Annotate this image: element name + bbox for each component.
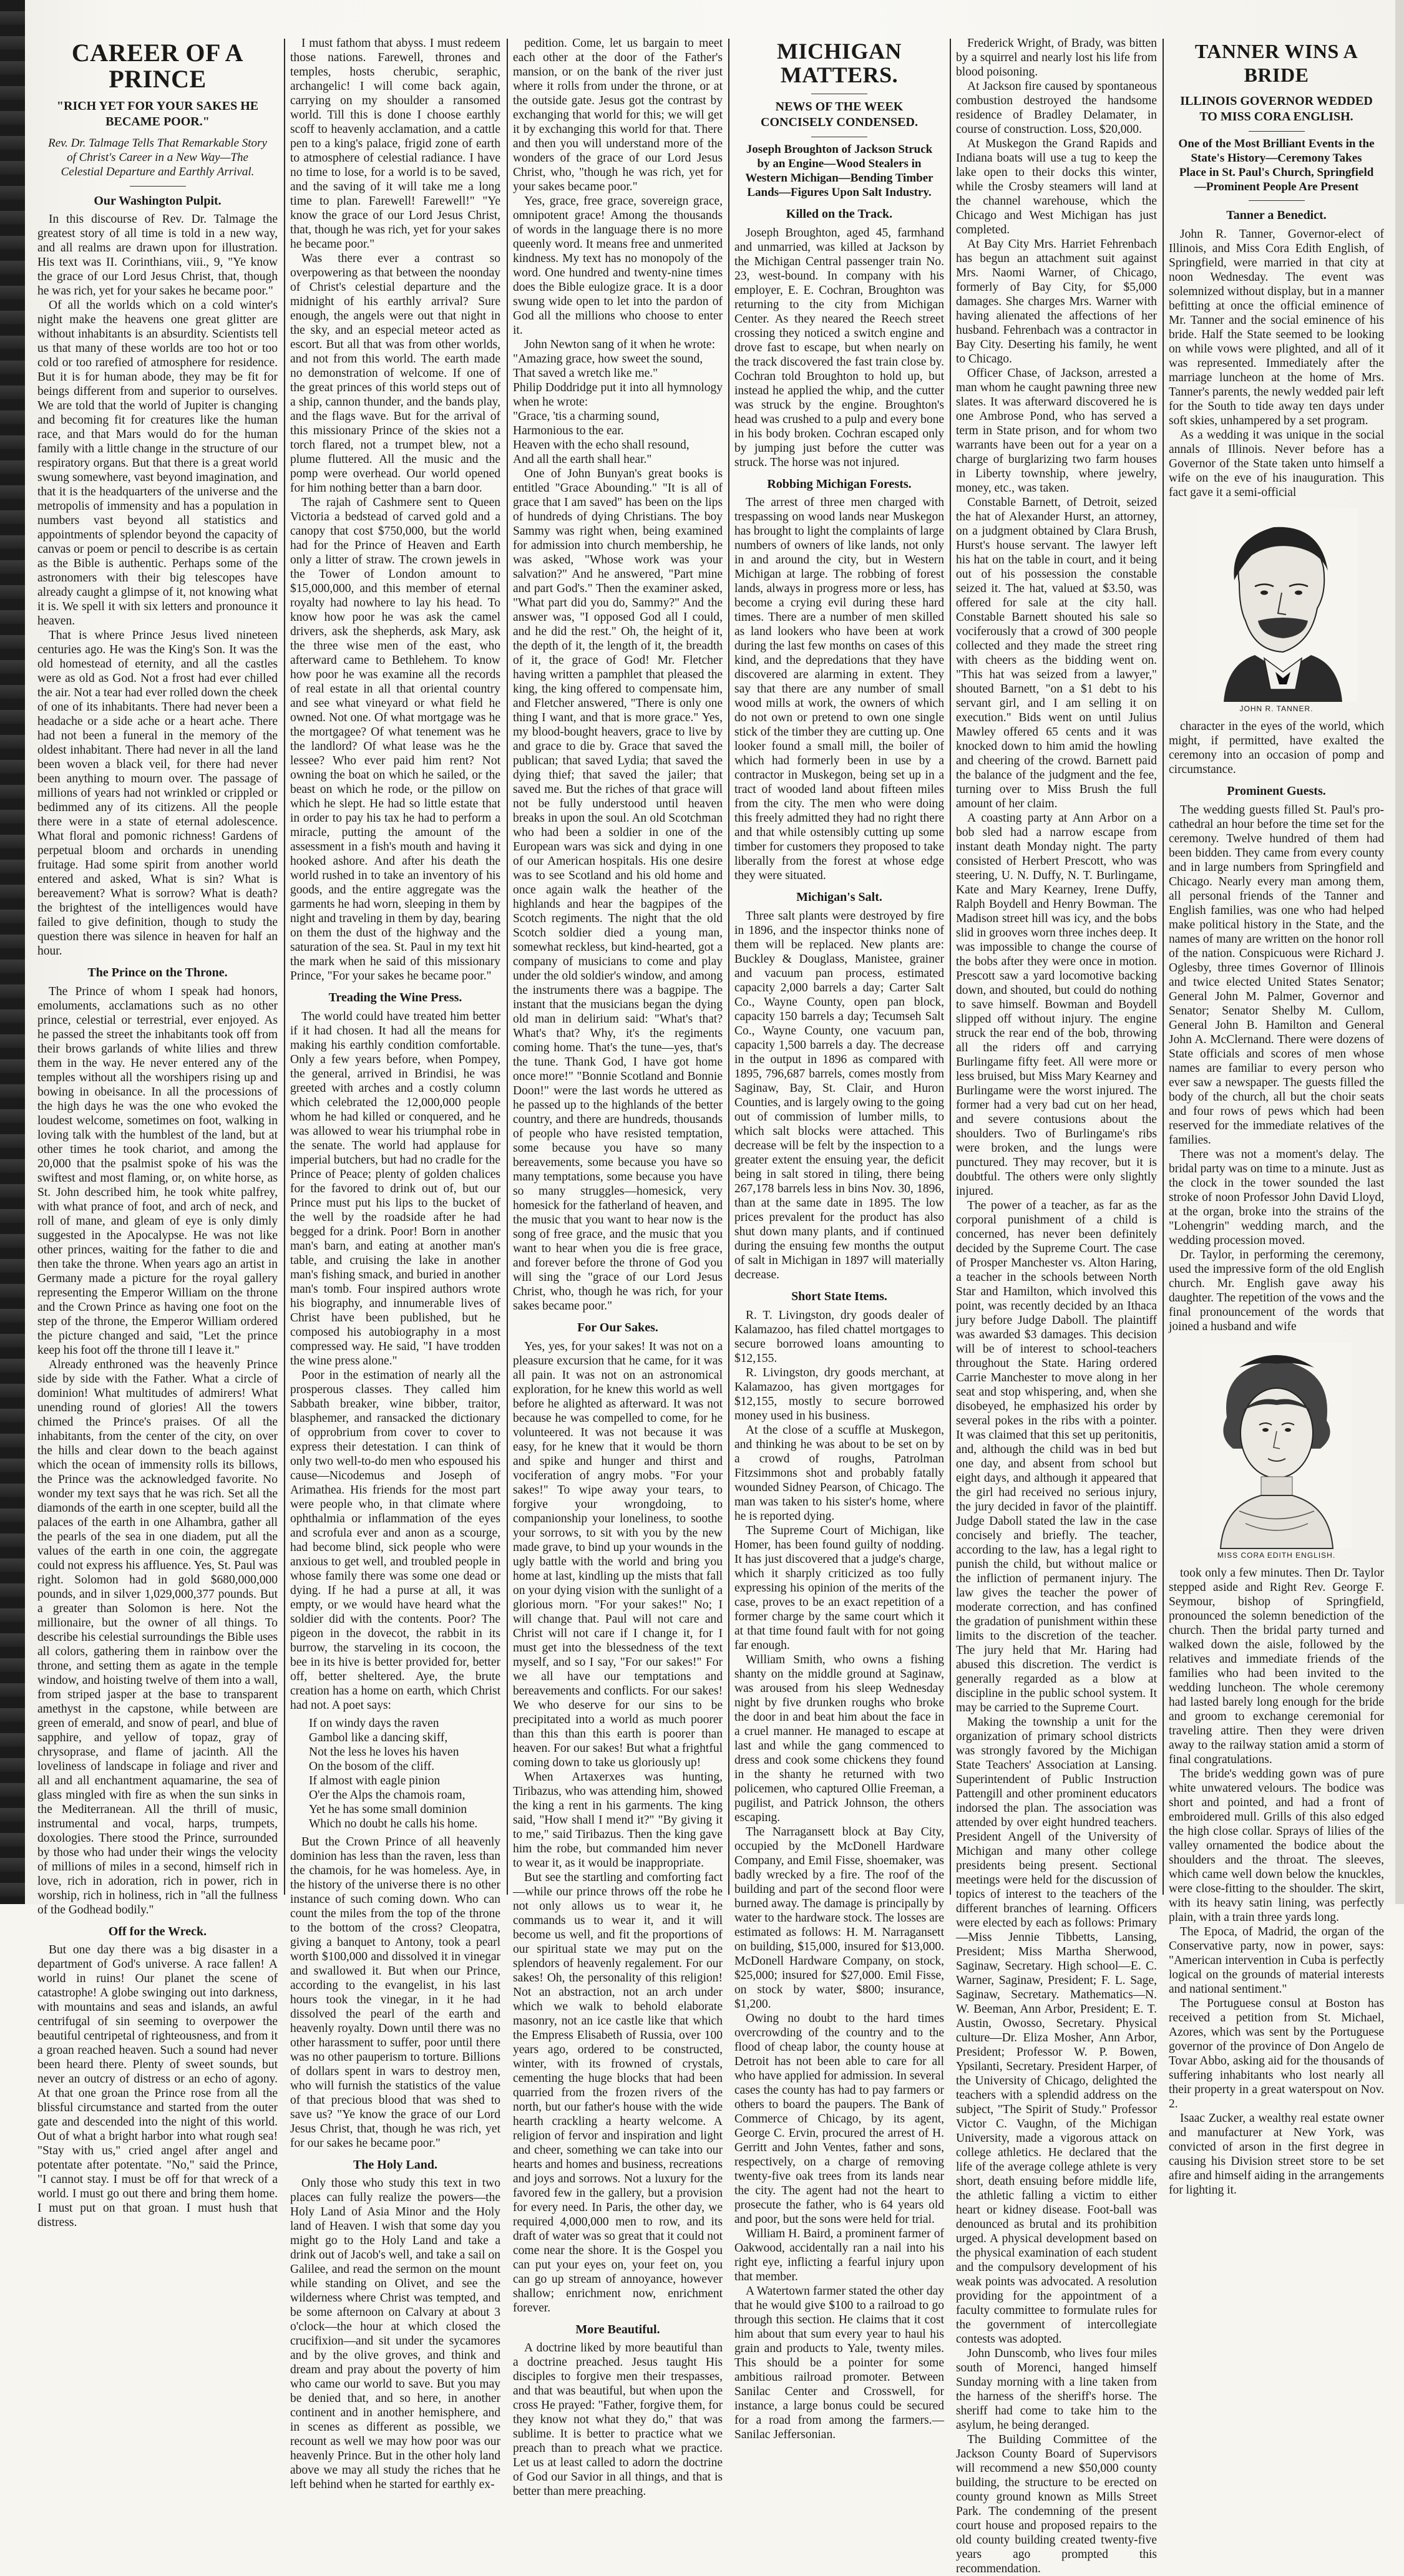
paragraph: The Supreme Court of Michigan, like Homer, has been found guilty of nodding. It has just discovered that a judge's charge, which it sharply criticized as too fully expressing his opinion of the merits of the case, proves to be an exact repetition of a former charge by the same court which it at that time found fault with for not going far enough. (734, 1524, 944, 1652)
subheading: Our Washington Pulpit. (94, 193, 222, 208)
divider (130, 186, 186, 187)
subheading: Prominent Guests. (1227, 784, 1326, 798)
paragraph: The rajah of Cashmere sent to Queen Victoria a bedstead of carved gold and a canopy that cost $750,000, but the world had for the Prince of Heaven and Earth only a litter of straw. The crown jewels in the Tower of London amount to $15,000,000, and this member of eternal royalty had nowhere to lay his head. To know how poor he was ask the camel drivers, ask the shepherds, ask Mary, ask the three wise men of the east, who afterward came to Bethlehem. To know how poor he was examine all the records of real estate in all that oriental country and see what vineyard or what field he owned. Not one. Of what mortgage was he the mortgagee? Of what tenement was he the landlord? Of what lease was he the lessee? Who ever paid him rent? Not owning the boat on which he sailed, or the beast on which he rode, or the pillow on which he slept. He had so little estate that in order to pay his tax he had to perform a miracle, putting the amount of the assessment in a fish's mouth and having it hooked ashore. And after his death the world rushed in to take an inventory of his goods, and the entire aggregate was the garments he had worn, sleeping in them by night and traveling in them by day, bearing on them the dust of the highway and the saturation of the sea. St. Paul in my text hit the mark when he said of this missionary Prince, "For your sakes he became poor." (290, 496, 500, 983)
paragraph: Yes, grace, free grace, sovereign grace, omnipotent grace! Among the thousands of words in the language there is no more queenly word. It means free and unmerited kindness. My text has no monopoly of the word. One hundred and twenty-nine times does the Bible eulogize grace. It is a door swung wide open to let into the pardon of God all the millions who choose to enter it. (513, 195, 723, 337)
paragraph: Frederick Wright, of Brady, was bitten by a squirrel and nearly lost his life from blood poisoning. (956, 37, 1157, 79)
paragraph: Only those who study this text in two places can fully realize the powers—the Holy Land of Asia Minor and the Holy land of Heaven. I wish that some day you might go to the Holy Land and take a drink out of Jacob's well, and take a sail on Galilee, and read the sermon on the mount while standing on Olivet, and see the wilderness where Christ was tempted, and be some afternoon on Calvary at about 3 o'clock—the hour at which closed the crucifixion—and sit under the sycamores and by the olive groves, and think and dream and pray about the poverty of him who came our world to save. But you may be denied that, and so here, in another continent and in another hemisphere, and in scenes as different as possible, we recount as well we may how poor was our heavenly Prince. But in the other holy land above we may all study the riches that he left behind when he started for earthly ex- (290, 2177, 500, 2492)
paragraph: Of all the worlds which on a cold winter's night make the heavens one great glitter are without inhabitants is an absurdity. Scientists tell us that many of these worlds are too hot or too cold or too rarefied of atmosphere for residence. But it is for human abode, they may be fit for beings different from and superior to ourselves. We are told that the world of Jupiter is changing and becoming fit for creatures like the human race, and that Mars would do for the human family with a little change in the structure of our respiratory organs. But that there is a great world swung somewhere, vast beyond imagination, and that it is the headquarters of the universe and the metropolis of immensity and has a population in numbers vast beyond all statistics and appointments of splendor beyond the capacity of canvas or poem or pencil to describe is as certain as the Bible is authentic. Perhaps some of the astronomers with their big telescopes have already caught a glimpse of it, not knowing what it is. We spell it with six letters and pronounce it heaven. (37, 299, 278, 628)
subheading: Short State Items. (791, 1290, 887, 1304)
paragraph: But one day there was a big disaster in a department of God's universe. A race fallen! A world in ruins! Our planet the scene of catastrophe! A globe swinging out into darkness, with mountains and seas and islands, an awful centrifugal of sin seeming to overpower the beautiful centripetal of righteousness, and from it a groan reached heaven. Such a sound had never been heard there. Plenty of sweet sounds, but never an outcry of distress or an echo of agony. At that one groan the Prince rose from all the blissful circumstance and started from the outer gate and descended into the night of this world. Out of what a bright harbor into what rough sea! "Stay with us," cried angel after angel and potentate after potentate. "No," said the Prince, "I cannot stay. I must be off for that wreck of a world. I must go out there and bring them home. I must put on that groan. I must hush that distress. (37, 1943, 278, 2230)
paragraph: But the Crown Prince of all heavenly dominion has less than the raven, less than the chamois, for he was homeless. Aye, in the history of the universe there is no other instance of such coming down. Who can count the miles from the top of the throne to the bottom of the cross? Cleopatra, giving a banquet to Antony, took a pearl worth $100,000 and dissolved it in vinegar and swallowed it. But when our Prince, according to the evangelist, in his last hours took the vinegar, in it he had dissolved the pearl of the earth and heavenly royalty. Down until there was no other harassment to suffer, poor until there was no other pauperism to torture. Billions of dollars spent in wars to destroy men, who will furnish the statistics of the value of that precious blood that was shed to save us? "Ye know the grace of our Lord Jesus Christ, that, though he was rich, yet for our sakes he became poor." (290, 1835, 500, 2150)
headline-deck: NEWS OF THE WEEK CONCISELY CONDENSED. (761, 99, 918, 129)
headline-deck: "RICH YET FOR YOUR SAKES HE BECAME POOR." (56, 99, 259, 129)
column-5 (956, 36, 1157, 2575)
paragraph: took only a few minutes. Then Dr. Taylor stepped aside and Right Rev. George F. Seymour, bishop of Springfield, pronounced the solemn benediction of the church. Then the bridal party turned and walked down the aisle, followed by the relatives and immediate friends of the families who had been invited to the wedding luncheon. The whole ceremony had lasted barely long enough for the bride and groom to exchange ceremonial for traveling attire. Then they were driven away to the railway station amid a storm of final congratulations. (1169, 1566, 1384, 1766)
subheading: Michigan's Salt. (796, 890, 882, 905)
paragraph: At Muskegon the Grand Rapids and Indiana boats will use a tug to keep the lake open to their docks this winter, while the Crosby steamers will land at the channel warehouse, which the Chicago and West Michigan has just completed. (956, 137, 1157, 236)
page-right-margin (1395, 0, 1404, 1904)
paragraph: A coasting party at Ann Arbor on a bob sled had a narrow escape from instant death Monday night. The party consisted of Herbert Prescott, who was steering, U. N. Duffy, N. T. Burlingame, Kate and Mary Kearney, Irene Duffy, Ralph Boydell and Henry Bowman. The Madison street hill was icy, and the bobs slid in grooves worn three inches deep. It was impossible to change the course of the bobs after they were once in motion. Prescott saw a yard locomotive backing down, and shouted, but could do nothing to save himself. Bowman and Boydell slipped off without injury. The engine struck the rear end of the bob, throwing all the riders off and carrying Burlingame fifty feet. All were more or less bruised, but Miss Mary Kearney and Burlingame were the worst injured. The former had a very bad cut on her head, and severe contusions about the shoulders. Two of Burlingame's ribs were broken, and the lungs were punctured. They may recover, but it is doubtful. The others were only slightly injured. (956, 812, 1157, 1198)
column-1 (37, 36, 278, 2230)
headline-tanner-wins-a-bride: TANNER WINS A BRIDE (1194, 40, 1358, 86)
subheading: Robbing Michigan Forests. (767, 477, 912, 491)
subheading: Treading the Wine Press. (328, 991, 462, 1004)
paragraph: At Bay City Mrs. Harriet Fehrenbach has begun an attachment suit against Mrs. Naomi Warner, of Chicago, formerly of Bay City, for $5,000 damages. She charges Mrs. Warner with having alienated the affections of her husband. Fehrenbach was a contractor in Bay City. Deserting his family, he went to Chicago. (956, 238, 1157, 366)
paragraph: character in the eyes of the world, which might, if permitted, have exalted the ceremony into an occasion of pomp and circumstance. (1169, 719, 1384, 776)
subheading: Off for the Wreck. (108, 1924, 207, 1938)
headline-career-of-a-prince: CAREER OF A PRINCE (71, 39, 244, 93)
page-binding-edge (0, 0, 25, 1904)
paragraph: In this discourse of Rev. Dr. Talmage the greatest story of all time is told in a new way, and all realms are drawn upon for illustration. His text was II. Corinthians, viii., 9, "Ye know the grace of our Lord Jesus Christ, that, though he was rich, yet for your sakes he became poor." (37, 213, 278, 298)
paragraph: Officer Chase, of Jackson, arrested a man whom he caught pawning three new slates. It was afterward discovered he is one Ambrose Pond, who has served a term in State prison, and for whom two warrants have been out for a year on a charge of burglarizing two farm houses in Liberty township, where jewelry, money, etc., was taken. (956, 367, 1157, 495)
paragraph: The Building Committee of the Jackson County Board of Supervisors will recommend a new $50,000 county building, the structure to be erected on county ground known as Mills Street Park. The condemning of the present court house and proposed repairs to the old county building created twenty-five years ago prompted this recommendation. (956, 2433, 1157, 2575)
paragraph: Isaac Zucker, a wealthy real estate owner and manufacturer at New York, was convicted of arson in the first degree in causing his Division street store to be set afire and himself aiding in the arrangements for lighting it. (1169, 2111, 1384, 2197)
subheading: For Our Sakes. (577, 1321, 658, 1334)
poem: If on windy days the raven Gambol like a dancing skiff, Not the less he loves his haven On the bosom of the cliff. If almost with eagle pinion O'er the Alps the chamois roam, Yet he has some small dominion Which no doubt he calls his home. (309, 1716, 478, 1830)
paragraph: A Watertown farmer stated the other day that he would give $100 to a railroad to go through this section. He claims that it cost him about that sum every year to haul his grain and products to Yale, twenty miles. This should be a pointer for some ambitious railroad promoter. Between Sanilac Center and Crosswell, for instance, a large bonus could be secured for a road from among the farmers.—Sanilac Jeffersonian. (734, 2284, 944, 2441)
paragraph: One of John Bunyan's great books is entitled "Grace Abounding." "It is all of grace that I am saved" has been on the lips of hundreds of dying Christians. The boy Sammy was right when, being examined for admission into church membership, he was asked, "Whose work was your salvation?" And he answered, "Part mine and part God's." Then the examiner asked, "What part did you do, Sammy?" And the answer was, "I opposed God all I could, and he did the rest." Oh, the height of it, the depth of it, the length of it, the breadth of it, the grace of God! Mr. Fletcher having written a pamphlet that pleased the king, the king offered to compensate him, and Fletcher answered, "There is only one thing I want, and that is more grace." Yes, my blood-bought heavers, grace to live by and grace to die by. Grace that saved the publican; that saved Lydia; that saved the dying thief; that saved the jailer; that saved me. But the riches of that grace will not be fully understood until heaven breaks in upon the soul. An old Scotchman who had been a soldier in one of the European wars was sick and dying in one of our American hospitals. His one desire was to see Scotland and his old home and once again walk the heather of the highlands and hear the bagpipes of the Scotch regiments. The night that the old Scotch soldier died a young man, somewhat reckless, but kind-hearted, got a company of musicians to come and play under the old soldier's window, and among the instruments there was a bagpipe. The instant that the musicians began the dying old man in delirium said: "What's that? What's that? Why, it's the regiments coming home. That's the tune—yes, that's the tune. Thank God, I have got home once more!" "Bonnie Scotland and Bonnie Doon!" were the last words he uttered as he passed up to the highlands of the better country, and there are hundreds, thousands of people who have resisted temptation, some because you have so many bereavements, some because you have so many temptations, some because you have so many struggles—homesick, very homesick for the fatherland of heaven, and the music that you want to hear now is the song of free grace, and the music that you want to hear when you die is free grace, and forever before the throne of God you will sing the "grace of our Lord Jesus Christ, who, though he was rich, for your sakes became poor." (513, 467, 723, 1313)
headline-deck: ILLINOIS GOVERNOR WEDDED TO MISS CORA ENGLISH. (1180, 94, 1373, 124)
paragraph: At Jackson fire caused by spontaneous combustion destroyed the handsome residence of Bradley Delamater, in course of construction. Loss, $20,000. (956, 80, 1157, 136)
column-rule (284, 39, 285, 1895)
paragraph: I must fathom that abyss. I must redeem those nations. Farewell, thrones and temples, hosts cherubic, seraphic, archangelic! I will come back again, carrying on my shoulder a ransomed world. Till this is done I choose earthly scoff to heavenly acclamation, and a cattle pen to a king's palace, frigid zone of earth to atmosphere of celestial radiance. I have no time to lose, for a world is to be saved, and the saving of it will take me a long time to plan. Farewell! Farewell!" "Ye know the grace of our Lord Jesus Christ, that, though he was rich, yet for your sakes he became poor." (290, 37, 500, 251)
paragraph: Owing no doubt to the hard times overcrowding of the country and to the flood of cheap labor, the county house at Detroit has not been able to care for all who have applied for admission. In several cases the county has had to pay farmers or others to board the paupers. The Bank of Commerce of Chicago, by its agent, George C. Ervin, procured the arrest of H. Gerritt and John Ventes, father and sons, respectively, on a charge of removing twenty-five oak trees from its lands near the city. The agent had not the heart to prosecute the father, who is 64 years old and poor, but the sons were held for trial. (734, 2011, 944, 2226)
paragraph: As a wedding it was unique in the social annals of Illinois. Never before has a Governor of the State taken unto himself a wife on the eve of his inauguration. This fact gave it a semi-official (1169, 428, 1384, 499)
paragraph: pedition. Come, let us bargain to meet each other at the door of the Father's mansion, or on the bank of the river just where it rolls from under the throne, or at the outside gate. Jesus got the contrast by exchanging that world for this; we will get it by exchanging this world for that. There and then you will understand more of the wonders of the grace of our Lord Jesus Christ, who, "though he was rich, yet for your sakes became poor." (513, 37, 723, 193)
paragraph: William H. Baird, a prominent farmer of Oakwood, accidentally ran a nail into his right eye, inflicting a fearful injury upon that member. (734, 2227, 944, 2283)
paragraph: R. T. Livingston, dry goods dealer of Kalamazoo, has filed chattel mortgages to secure borrowed loans amounting to $12,155. (734, 1308, 944, 1365)
paragraph: John R. Tanner, Governor-elect of Illinois, and Miss Cora Edith English, of Springfield, were married in that city at noon Wednesday. The event was solemnized without display, but in a manner befitting at once the official eminence of Mr. Tanner and the social eminence of his bride. Half the State seemed to be looking on while vows were plighted, and all of it was represented. Immediately after the marriage luncheon at the home of Mrs. Tanner's parents, the newly wedded pair left for the South to tide away ten days under soft skies, unhampered by a set program. (1169, 227, 1384, 427)
column-rule (728, 39, 729, 1895)
paragraph: At the close of a scuffle at Muskegon, and thinking he was about to be set on by a crowd of roughs, Patrolman Fitzsimmons shot and probably fatally wounded Sidney Pearson, of Chicago. The man was taken to his sister's home, where he is reported dying. (734, 1423, 944, 1523)
column-rule (507, 39, 508, 1895)
paragraph: R. Livingston, dry goods merchant, at Kalamazoo, has given mortgages for $12,155, mostly to secure borrowed money used in his business. (734, 1366, 944, 1422)
paragraph: The wedding guests filled St. Paul's pro-cathedral an hour before the time set for the ceremony. Twelve hundred of them had been bidden. They came from every county and in large numbers from Springfield and Chicago. Nearly every man among them, all personal friends of the Tanner and English families, was one who had helped make political history in the State, and the names of many are written on the honor roll of the nation. Conspicuous were Richard J. Oglesby, three times Governor of Illinois and twice elected United States Senator; General John M. Palmer, Governor and Senator; Senator Shelby M. Cullom, General John B. Hamilton and General John A. McClernand. There were dozens of State officials and scores of men whose names are familiar to every person who ever saw a newspaper. The guests filled the body of the church, all but the choir seats and four rows of pews which had been reserved for the immediate relatives of the families. (1169, 803, 1384, 1147)
subheading: The Holy Land. (353, 2157, 438, 2172)
headline-michigan-matters: MICHIGAN MATTERS. (777, 39, 902, 87)
paragraph: The Epoca, of Madrid, the organ of the Conservative party, now in power, says: "American intervention in Cuba is perfectly logical on the grounds of material interests and national sentiment." (1169, 1925, 1384, 1996)
subheading: Tanner a Benedict. (1226, 208, 1327, 223)
paragraph: The arrest of three men charged with trespassing on wood lands near Muskegon has brought to light the complaints of large numbers of owners of like lands, not only in and around the city, but in Western Michigan at large. The robbing of forest lands, always in progress more or less, has become a crying evil during these hard times. There are a number of men skilled as land lookers who have been at work during the last few months on cases of this kind, and the depredations that they have discovered are alarming in extent. They say that there are any number of small wood mills at work, the owners of which do not own or pretend to own one single stick of the timber they are cutting up. One looker found a small mill, the boiler of which had formerly been in use by a contractor in Muskegon, being set up in a tract of wooded land about fifteen miles from the city. The men who were doing this freely admitted they had no right there and that while ostensibly cutting up some timber for customers they proposed to take liberally from the forest at whose edge they were situated. (734, 496, 944, 883)
paragraph: The bride's wedding gown was of pure white unwatered velours. The bodice was short and pointed, and had a front of embroidered mull. Grills of this also edged the high close collar. Sprays of lilies of the valley ornamented the bodice about the shoulders and the throat. The sleeves, which came well down below the knuckles, were close-fitting to the shoulder. The skirt, with its heavy satin lining, was perfectly plain, with a train three yards long. (1169, 1767, 1384, 1924)
column-2 (290, 36, 500, 2492)
headline-subdeck: Rev. Dr. Talmage Tells That Remarkable Story of Christ's Career in a New Way—The Celestial Departure and Earthly Arrival. (48, 137, 267, 179)
column-rule (1163, 39, 1164, 1895)
paragraph: Dr. Taylor, in performing the ceremony, used the impressive form of the old English church. Mr. English gave away his daughter. The repetition of the vows and the final pronouncement of the words that joined a husband and wife (1169, 1248, 1384, 1333)
divider (1249, 200, 1305, 201)
paragraph: The Prince of whom I speak had honors, emoluments, acclamations such as no other prince, celestial or terrestrial, ever enjoyed. As he passed the street the inhabitants took off from their brows garlands of white lilies and threw them in the way. He never entered any of the temples without all the worshipers rising up and bowing in obeisance. In all the processions of the high days he was the one who evoked the loudest welcome, sometimes on foot, walking in loving talk with the humblest of the land, but at other times he took chariot, and among the 20,000 that the psalmist spoke of his was the swiftest and most flaming, or, on white horse, as St. John described him, he took white palfrey, with what prance of foot, and arch of neck, and roll of mane, and gleam of eye is only dimly suggested in the Apocalypse. He was not like other princes, waiting for the father to die and then take the throne. When years ago an artist in Germany made a picture for the royal gallery representing the Emperor William on the throne and the Crown Prince as having one foot on the step of the throne, the Emperor William ordered the picture changed and said, "Let the prince keep his foot off the throne till I leave it." (37, 984, 278, 1357)
paragraph: The world could have treated him better if it had chosen. It had all the means for making his earthly condition comfortable. Only a few years before, when Pompey, the general, arrived in Brindisi, he was greeted with arches and a costly column which celebrated the 12,000,000 people whom he had killed or conquered, and he was allowed to wear his triumphal robe in the senate. The world had applause for imperial butchers, but had no cradle for the Prince of Peace; plenty of golden chalices for the favored to drink out of, but our Prince must put his lips to the bucket of the well by the roadside after he had begged for a drink. Poor! Born in another man's barn, and eating at another man's table, and cruising the lake in another man's fishing smack, and buried in another man's tomb. Four inspired authors wrote his biography, and innumerable lives of Christ have been published, but he composed his autobiography in a most compressed way. He said, "I have trodden the wine press alone." (290, 1009, 500, 1368)
portrait-caption: MISS CORA EDITH ENGLISH. (1217, 1550, 1336, 1560)
paragraph: Poor in the estimation of nearly all the prosperous classes. They called him Sabbath breaker, wine bibber, traitor, blasphemer, and ransacked the dictionary of opprobrium from cover to cover to express their detestation. I can think of only two well-to-do men who espoused his cause—Nicodemus and Joseph of Arimathea. His friends for the most part were people who, in that climate where ophthalmia or inflammation of the eyes and scrofula ever and anon as a scourge, had become blind, sick people who were anxious to get well, and troubled people in whose family there was some one dead or dying. If he had a purse at all, it was empty, or we would have heard what the soldier did with the contents. Poor? The pigeon in the dovecot, the rabbit in its burrow, the starveling in its cocoon, the bee in its hive is better provided for, better off, better sheltered. Aye, the brute creation has a home on earth, which Christ had not. A poet says: (290, 1368, 500, 1712)
paragraph: Yes, yes, for your sakes! It was not on a pleasure excursion that he came, for it was all pain. It was not on an astronomical exploration, for he knew this world as well before he alighted as afterward. It was not because he was compelled to come, for he volunteered. It was not because it was easy, for he knew that it would be thorn and spike and hunger and thirst and vociferation of angry mobs. "For your sakes!" To wipe away your tears, to forgive your wrongdoing, to companionship your loneliness, to soothe your sorrows, to sit with you by the new made grave, to bind up your wounds in the ugly battle with the world and bring you home at last, kindling up the mists that fall on your dying vision with the sunlight of a glorious morn. "For your sakes!" No; I will change that. Paul will not care and Christ will not care if I change it, for I must get into the blessedness of the text myself, and so I say, "For our sakes!" For we all have our temptations and bereavements and conflicts. For our sakes! We who deserve for our sins to be precipitated into a world as much poorer than this than this earth is poorer than heaven. For our sakes! But what a frightful coming down to take us gloriously up! (513, 1339, 723, 1769)
paragraph: John Dunscomb, who lives four miles south of Morenci, hanged himself Sunday morning with a line taken from the harness of the sheriff's horse. The sheriff had come to take him to the asylum, he being deranged. (956, 2347, 1157, 2432)
paragraph: The Narragansett block at Bay City, occupied by the McDonell Hardware Company, and Emil Fisse, shoemaker, was badly wrecked by a fire. The roof of the building and part of the second floor were burned away. The damage is principally by water to the hardware stock. The losses are estimated as follows: H. M. Narragansett on building, $15,000, insured for $13,000. McDonell Hardware Company, on stock, $25,000; insured for $27,000. Emil Fisse, on stock by water, $800; insurance, $1,200. (734, 1825, 944, 2011)
paragraph: Making the township a unit for the organization of primary school districts was strongly favored by the Michigan State Teachers' Association at Lansing. Superintendent of Public Instruction Pattengill and other prominent educators indorsed the plan. The association was attended by over eight hundred teachers. President Angell of the University of Michigan and many other college presidents being present. Sectional meetings were held for the discussion of topics of interest to the teachers of the different branches of learning. Officers were elected by each as follows: Primary—Miss Jennie Tibbetts, Lansing, President; Miss Martha Sherwood, Saginaw, Secretary. High school—E. C. Warner, Saginaw, President; F. L. Sage, Saginaw, Secretary. Mathematics—N. W. Beeman, Ann Arbor, President; E. T. Austin, Owosso, Secretary. Physical culture—Dr. Eliza Mosher, Ann Arbor, President; Professor W. P. Bowen, Ypsilanti, Secretary. President Harper, of the University of Chicago, delighted the teachers with a splendid address on the subject, "The Spirit of Study." Professor Victor C. Vaughn, of the Michigan University, made a vigorous attack on college athletics. He declared that the life of the average college athlete is very short, death ensuing before middle life, the athletic falling a victim to either heart or kidney disease. Foot-ball was denounced as brutal and its prohibition urged. A physical development based on the physical examination of each student and the compulsory development of his weak points was advocated. A resolution providing for the appointment of a faculty committee to formulate rules for the government of intercollegiate contests was adopted. (956, 1716, 1157, 2346)
paragraph: When Artaxerxes was hunting, Tiribazus, who was attending him, showed the king a rent in his garments. The king said, "How shall I mend it?" "By giving it to me," said Tiribazus. Then the king gave him the robe, but commanded him never to wear it, as it would be inappropriate. (513, 1770, 723, 1870)
paragraph: Was there ever a contrast so overpowering as that between the noonday of Christ's celestial departure and the midnight of his earthly arrival? Sure enough, the angels were out that night in the sky, and an especial meteor acted as escort. But all that was from other worlds, and not from this world. The earth made no demonstration of welcome. If one of the great princes of this world steps out of a ship, cannon thunder, and the bands play, and the flags wave. But for the arrival of this missionary Prince of the skies not a torch flared, not a trumpet blew, not a plume fluttered. All the music and the pomp were overhead. Our world opened for him nothing better than a barn door. (290, 252, 500, 495)
headline-subdeck: Joseph Broughton of Jackson Struck by an Engine—Wood Stealers in Western Michigan—Bending Timber Lands—Figures Upon Salt Industry. (745, 142, 934, 200)
divider (1249, 131, 1305, 132)
subheading: More Beautiful. (575, 2322, 660, 2336)
portrait-caption: JOHN R. TANNER. (1239, 704, 1314, 713)
portrait-miss-cora-edith-english (1202, 1343, 1352, 1548)
paragraph: The Portuguese consul at Boston has received a petition from St. Michael, Azores, which was sent by the Portuguese governor of the province of Don Angelo de Tovar Abbo, asking aid for the thousands of suffering inhabitants who lost nearly all their property in a great waterspout on Nov. 2. (1169, 1996, 1384, 2111)
paragraph: But see the startling and comforting fact—while our prince throws off the robe he not only allows us to wear it, he commands us to wear it, and it will become us well, and fit the proportions of our spiritual state we may put on the splendors of heavenly regalement. For our sakes! Oh, the personality of this religion! Not an abstraction, not an arch under which we walk to behold elaborate masonry, not an ice castle like that which the Empress Elisabeth of Russia, over 100 years ago, ordered to be constructed, winter, with its frowned of crystals, cementing the huge blocks that had been quarried from the frozen rivers of the north, but our father's house with the wide hearth crackling a hearty welcome. A religion of fervor and inspiration and light and cheer, something we can take into our hearts and homes and business, recreations and joys and sorrows. Not a luxury for the favored few in the gallery, but a provision for every need. In Paris, the other day, we required 4,000,000 men to row, and its draft of water was so great that it could not come near the shore. It is the Gospel you can put your eyes on, your feet on, you can go up stream of annoyance, however shallow; enrichment now, enrichment forever. (513, 1870, 723, 2315)
paragraph: That is where Prince Jesus lived nineteen centuries ago. He was the King's Son. It was the old homestead of eternity, and all the castles were as old as God. Not a frost had ever chilled the air. Not a tear had ever rolled down the cheek of one of its inhabitants. There had never been a headache or a side ache or a heart ache. There had not been a funeral in the memory of the oldest inhabitant. There had never in all the land been woven a black veil, for there had never been anything to mourn over. The passage of millions of years had not wrinkled or crippled or bedimmed any of its citizens. All the people there were in a state of eternal adolescence. What floral and pomonic richness! Gardens of perpetual bloom and orchards in unending fruitage. Had some spirit from another world entered and asked, What is sin? What is bereavement? What is sorrow? What is death? the brightest of the intelligences would have failed to give definition, though to study the question there was silence in heaven for half an hour. (37, 629, 278, 958)
subheading: Killed on the Track. (786, 207, 893, 221)
paragraph: A doctrine liked by more beautiful than a doctrine preached. Jesus taught His disciples to forgive men their trespasses, and that was beautiful, but when upon the cross He prayed: "Father, forgive them, for they know not what they do," that was sublime. It is better to practice what we preach than to preach what we practice. Let us at least called to adorn the doctrine of God our Savior in all things, and that is better than mere preaching. (513, 2341, 723, 2499)
portrait-john-r-tanner (1196, 508, 1358, 702)
paragraph: Already enthroned was the heavenly Prince side by side with the Father. What a circle of dominion! What multitudes of admirers! What unending round of glories! All the towers chimed the Prince's praises. Of all the inhabitants, from the center of the city, on over the hills and clear down to the beach against which the ocean of immensity rolls its billows, the Prince was the acknowledged favorite. No wonder my text says that he was rich. Set all the diamonds of the earth in one scepter, build all the palaces of the earth in one Alhambra, gather all the pearls of the sea in one diadem, put all the values of the earth in one coin, the aggregate could not express his affluence. Yes, St. Paul was right. Solomon had in gold $680,000,000 pounds, and in silver 1,029,000,377 pounds. But a greater than Solomon is here. Not the millionaire, but the owner of all things. To describe his celestial surroundings the Bible uses all colors, gathering them in rainbow over the throne, and setting them as agate in the temple window, and hoisting twelve of them into a wall, from striped jasper at the base to transparent amethyst in the capstone, while between are green of emerald, and snow of pearl, and blue of sapphire, and yellow of topaz, gray of chrysoprase, and flame of jacinth. All the loveliness of landscape in foliage and river and all and all enchantment aquamarine, the sea of glass mingled with fire as when the sun sinks in the Mediterranean. All the thrill of music, instrumental and vocal, harps, trumpets, doxologies. There stood the Prince, surrounded by those who had under their wings the velocity of millions of miles in a second, himself rich in love, rich in adoration, rich in power, rich in worship, rich in holiness, rich in "all the fullness of the Godhead bodily." (37, 1358, 278, 1917)
paragraph: There was not a moment's delay. The bridal party was on time to a minute. Just as the clock in the tower sounded the last stroke of noon Professor John David Lloyd, at the organ, broke into the strains of the "Lohengrin" wedding march, and the wedding procession moved. (1169, 1147, 1384, 1247)
paragraph: Joseph Broughton, aged 45, farmhand and unmarried, was killed at Jackson by the Michigan Central passenger train No. 23, west-bound. In company with his employer, E. E. Cochran, Broughton was returning to the city from Michigan Center. As they neared the Reech street crossing they noticed a switch engine and drove fast to escape, but when nearly on the track discovered the fast train close by. Cochran told Broughton to hold up, but instead he applied the whip, and the cutter was struck by the engine. Broughton's head was crushed to a pulp and every bone in his body broken. Cochran escaped only by jumping just before the cutter was struck. The horse was not injured. (734, 226, 944, 469)
paragraph: Constable Barnett, of Detroit, seized the hat of Alexander Hurst, an attorney, on a judgment obtained by Clara Brush, Hurst's house servant. The lawyer left his hat on the table in court, and it being out of his possession the constable seized it. The hat, valued at $3.50, was offered for sale at the city hall. Constable Barnett shouted his sale so vociferously that a crowd of 300 people collected and they made the street ring with cheers as the bidding went on. "This hat was seized from a lawyer," shouted Barnett, "on a $1 debt to his servant girl, and I am selling it on execution." Bids went on until Julius Mawley offered 65 cents and it was knocked down to him amid the howling and cheering of the crowd. Barnett paid the balance of the judgment and the fee, turning over to Miss Brush the full amount of her claim. (956, 496, 1157, 810)
column-rule (950, 39, 951, 1895)
paragraph: The power of a teacher, as far as the corporal punishment of a child is concerned, has never been definitely decided by the Supreme Court. The case of Prosper Manchester vs. Alton Haring, a teacher in the schools between North Star and Hamilton, which involved this point, was recently decided by an Ithaca jury before Judge Daboll. The plaintiff was awarded $3 damages. This decision will be of interest to school-teachers throughout the State. Haring ordered Carrie Manchester to move along in her seat and stop whispering, and, when she disobeyed, he emphasized his order by several pokes in the ribs with a pointer. It was claimed that this set up peritonitis, and, although the child was in bed but one day, and absent from school but eight days, and although it appeared that the girl had received no serious injury, the jury decided in favor of the plaintiff. Judge Daboll stated the law in the case concisely and briefly. The teacher, according to the law, has a legal right to punish the child, but without malice or the infliction of permanent injury. The law gives the teacher the power of moderate correction, and has confined the gradation of punishment within these limits to the discretion of the teacher. The jury held that Mr. Haring had abused this discretion. The verdict is generally regarded as a blow at discipline in the public school system. It may be carried to the Supreme Court. (956, 1199, 1157, 1714)
hymn-quotes: John Newton sang of it when he wrote: "Amazing grace, how sweet the sound, That saved a wretch like me." Philip Doddridge put it into all hymnology when he wrote: "Grace, 'tis a charming sound, Harmonious to the ear. Heaven with the echo shall resound, And all the earth shall hear." (513, 338, 723, 466)
paragraph: Three salt plants were destroyed by fire in 1896, and the inspector thinks none of them will be replaced. New plants are: Buckley & Douglass, Manistee, grainer and vacuum pan process, estimated capacity 2,000 barrels a day; Carter Salt Co., Wayne County, open pan block, capacity 150 barrels a day; Tecumseh Salt Co., Wayne County, one vacuum pan, capacity 1,500 barrels a day. The decrease in the output in 1896 as compared with 1895, 796,687 barrels, comes mostly from Saginaw, Bay, St. Clair, and Huron Counties, and is largely owing to the going out of commission of lumber mills, to which salt blocks were attached. This decrease will be felt by the inspection to a greater extent the ensuing year, the deficit being in salt stored in tiling, there being 267,178 barrels less in bins Nov. 30, 1896, than at the same date in 1895. The low prices prevalent for the product has also shut down many plants, and if continued during the ensuing few months the output of salt in Michigan in 1897 will materially decrease. (734, 910, 944, 1282)
column-4 (734, 36, 944, 2441)
headline-subdeck: One of the Most Brilliant Events in the State's History—Ceremony Takes Place in St. Paul's Church, Springfield—Prominent People Are Present (1178, 137, 1375, 194)
column-6 (1169, 36, 1384, 2197)
column-3 (513, 36, 723, 2499)
paragraph: William Smith, who owns a fishing shanty on the middle ground at Saginaw, was aroused from his sleep Wednesday night by five drunken roughs who broke the door in and beat him about the face in a cruel manner. He managed to escape at last and while the gang commenced to dress and cook some chickens they found in the shanty he returned with two policemen, who captured Ollie Freeman, a pugilist, and Patrick Johnson, the others escaping. (734, 1653, 944, 1824)
subheading: The Prince on the Throne. (87, 966, 228, 980)
